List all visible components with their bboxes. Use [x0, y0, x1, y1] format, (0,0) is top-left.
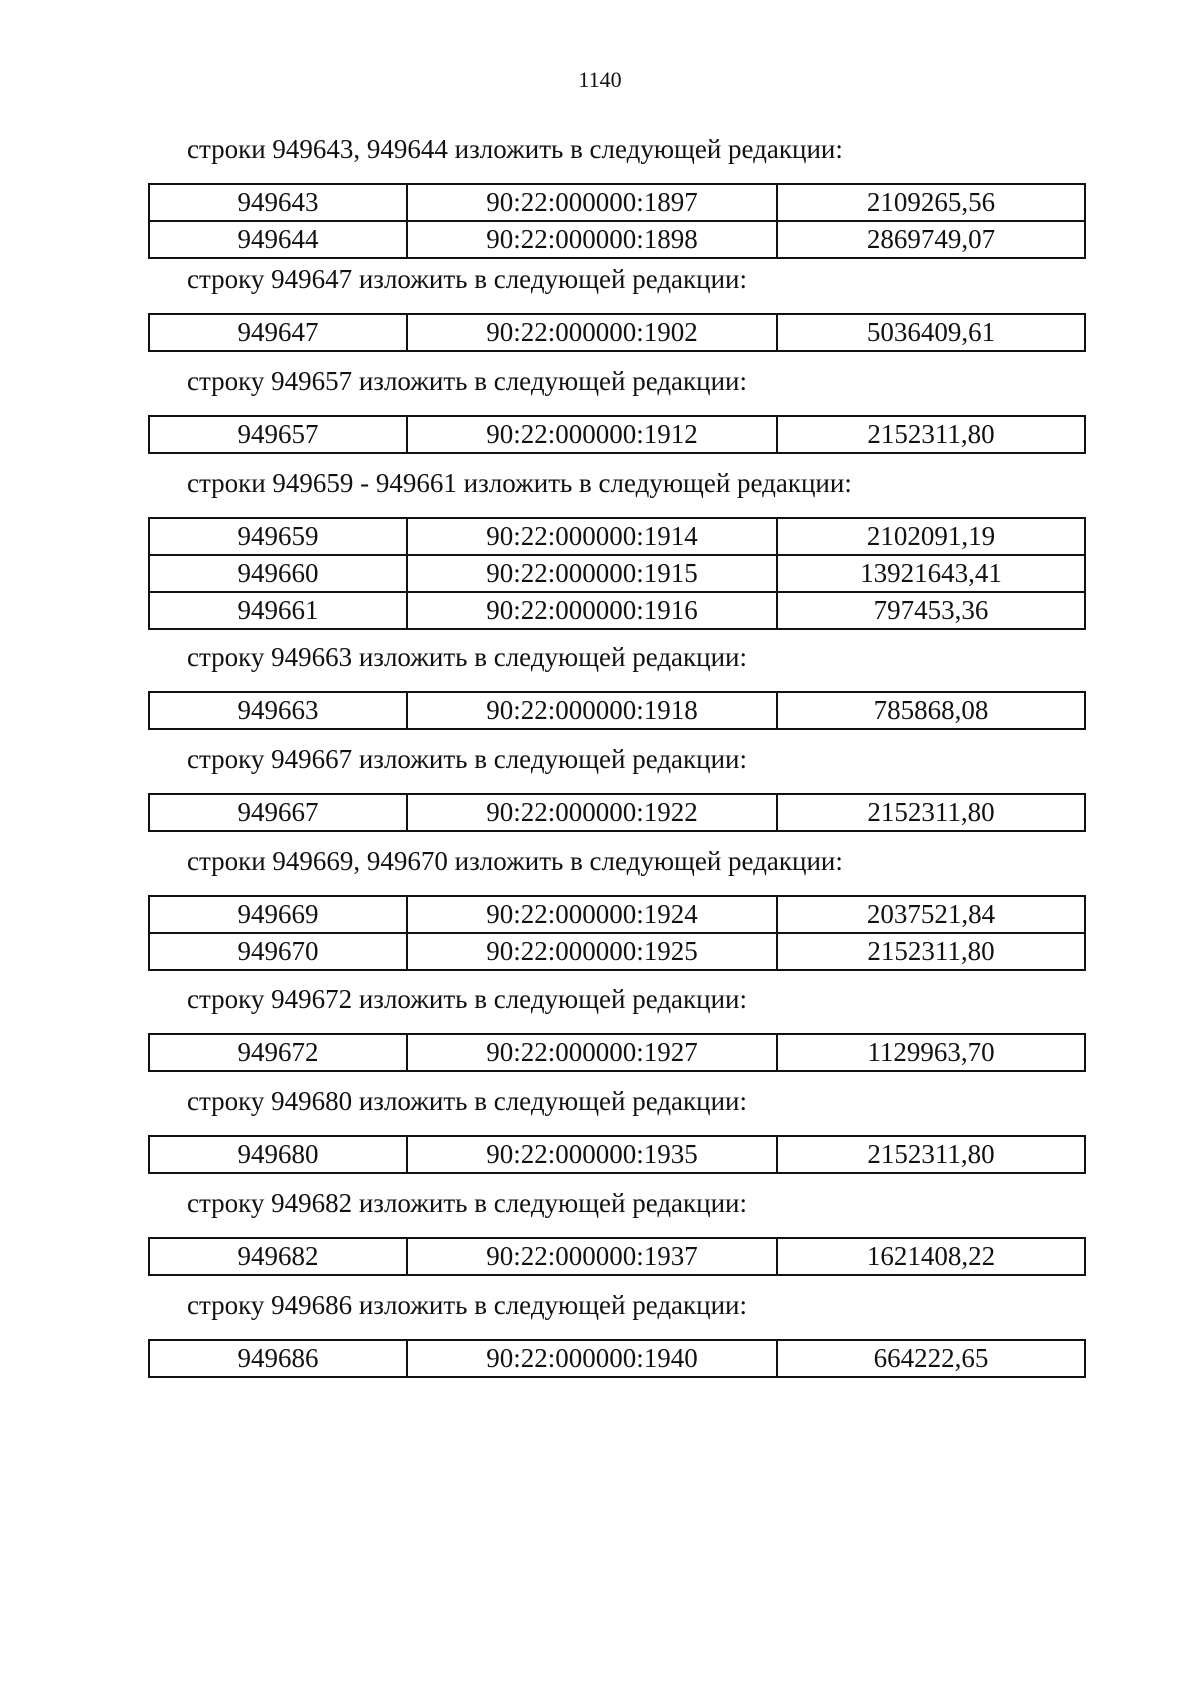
amendment-table: [148, 691, 1086, 730]
amendment-table: [148, 1237, 1086, 1276]
cadastral-number-cell: 90:22:000000:1925: [407, 933, 777, 970]
cadastral-value-cell: 1129963,70: [777, 1034, 1085, 1071]
cadastral-value-cell: 2109265,56: [777, 184, 1085, 221]
cadastral-number-cell: 90:22:000000:1914: [407, 518, 777, 555]
row-number-cell: 949660: [149, 555, 407, 592]
table-row: [149, 184, 1085, 221]
cadastral-number-cell: 90:22:000000:1927: [407, 1034, 777, 1071]
amendment-section: [0, 844, 1200, 971]
row-number-cell: 949647: [149, 314, 407, 351]
amendment-table: [148, 1339, 1086, 1378]
amendment-instruction: строку 949657 изложить в следующей редакции:: [187, 366, 748, 396]
amendment-section: [0, 262, 1200, 352]
table-row: [149, 933, 1085, 970]
cadastral-value-cell: 2037521,84: [777, 896, 1085, 933]
cadastral-value-cell: 2152311,80: [777, 416, 1085, 453]
row-number-cell: 949680: [149, 1136, 407, 1173]
amendment-instruction: строку 949686 изложить в следующей редакции:: [187, 1290, 748, 1320]
table-row: [149, 1034, 1085, 1071]
cadastral-number-cell: 90:22:000000:1922: [407, 794, 777, 831]
table-row: [149, 314, 1085, 351]
row-number-cell: 949672: [149, 1034, 407, 1071]
table-row: [149, 221, 1085, 258]
cadastral-number-cell: 90:22:000000:1902: [407, 314, 777, 351]
cadastral-number-cell: 90:22:000000:1916: [407, 592, 777, 629]
row-number-cell: 949657: [149, 416, 407, 453]
amendment-section: [0, 1084, 1200, 1174]
row-number-cell: 949686: [149, 1340, 407, 1377]
cadastral-value-cell: 1621408,22: [777, 1238, 1085, 1275]
amendment-section: [0, 742, 1200, 832]
amendment-instruction: строку 949682 изложить в следующей редакции:: [187, 1188, 748, 1218]
table-row: [149, 896, 1085, 933]
cadastral-value-cell: 5036409,61: [777, 314, 1085, 351]
row-number-cell: 949644: [149, 221, 407, 258]
amendment-table: [148, 895, 1086, 971]
amendment-section: [0, 364, 1200, 454]
cadastral-number-cell: 90:22:000000:1898: [407, 221, 777, 258]
cadastral-value-cell: 2152311,80: [777, 794, 1085, 831]
row-number-cell: 949661: [149, 592, 407, 629]
table-row: [149, 416, 1085, 453]
table-row: [149, 1340, 1085, 1377]
cadastral-number-cell: 90:22:000000:1915: [407, 555, 777, 592]
amendment-table: [148, 1033, 1086, 1072]
amendment-instruction: строки 949643, 949644 изложить в следующей редакции:: [187, 134, 843, 164]
cadastral-value-cell: 2152311,80: [777, 933, 1085, 970]
cadastral-number-cell: 90:22:000000:1918: [407, 692, 777, 729]
cadastral-value-cell: 785868,08: [777, 692, 1085, 729]
amendment-instruction: строку 949680 изложить в следующей редакции:: [187, 1086, 748, 1116]
table-row: [149, 518, 1085, 555]
cadastral-number-cell: 90:22:000000:1937: [407, 1238, 777, 1275]
row-number-cell: 949669: [149, 896, 407, 933]
table-row: [149, 592, 1085, 629]
amendment-table: [148, 183, 1086, 259]
amendment-section: [0, 466, 1200, 630]
table-row: [149, 1238, 1085, 1275]
amendment-section: [0, 982, 1200, 1072]
amendment-instruction: строки 949669, 949670 изложить в следующей редакции:: [187, 846, 843, 876]
cadastral-value-cell: 13921643,41: [777, 555, 1085, 592]
page-number: 1140: [578, 67, 622, 92]
row-number-cell: 949670: [149, 933, 407, 970]
row-number-cell: 949659: [149, 518, 407, 555]
table-row: [149, 1136, 1085, 1173]
amendment-section: [0, 132, 1200, 259]
amendment-table: [148, 313, 1086, 352]
amendment-section: [0, 640, 1200, 730]
cadastral-value-cell: 2102091,19: [777, 518, 1085, 555]
row-number-cell: 949643: [149, 184, 407, 221]
amendment-table: [148, 1135, 1086, 1174]
row-number-cell: 949682: [149, 1238, 407, 1275]
cadastral-number-cell: 90:22:000000:1912: [407, 416, 777, 453]
amendment-table: [148, 517, 1086, 630]
amendment-instruction: строку 949663 изложить в следующей редакции:: [187, 642, 748, 672]
amendment-table: [148, 793, 1086, 832]
row-number-cell: 949667: [149, 794, 407, 831]
amendment-instruction: строку 949672 изложить в следующей редакции:: [187, 984, 748, 1014]
cadastral-value-cell: 797453,36: [777, 592, 1085, 629]
amendment-instruction: строки 949659 - 949661 изложить в следующей редакции:: [187, 468, 852, 498]
table-row: [149, 555, 1085, 592]
amendment-instruction: строку 949667 изложить в следующей редакции:: [187, 744, 748, 774]
cadastral-number-cell: 90:22:000000:1924: [407, 896, 777, 933]
amendment-table: [148, 415, 1086, 454]
cadastral-number-cell: 90:22:000000:1935: [407, 1136, 777, 1173]
amendment-section: [0, 1186, 1200, 1276]
cadastral-value-cell: 2869749,07: [777, 221, 1085, 258]
amendment-section: [0, 1288, 1200, 1378]
cadastral-value-cell: 664222,65: [777, 1340, 1085, 1377]
cadastral-value-cell: 2152311,80: [777, 1136, 1085, 1173]
row-number-cell: 949663: [149, 692, 407, 729]
cadastral-number-cell: 90:22:000000:1897: [407, 184, 777, 221]
cadastral-number-cell: 90:22:000000:1940: [407, 1340, 777, 1377]
amendment-instruction: строку 949647 изложить в следующей редакции:: [187, 264, 748, 294]
table-row: [149, 794, 1085, 831]
table-row: [149, 692, 1085, 729]
